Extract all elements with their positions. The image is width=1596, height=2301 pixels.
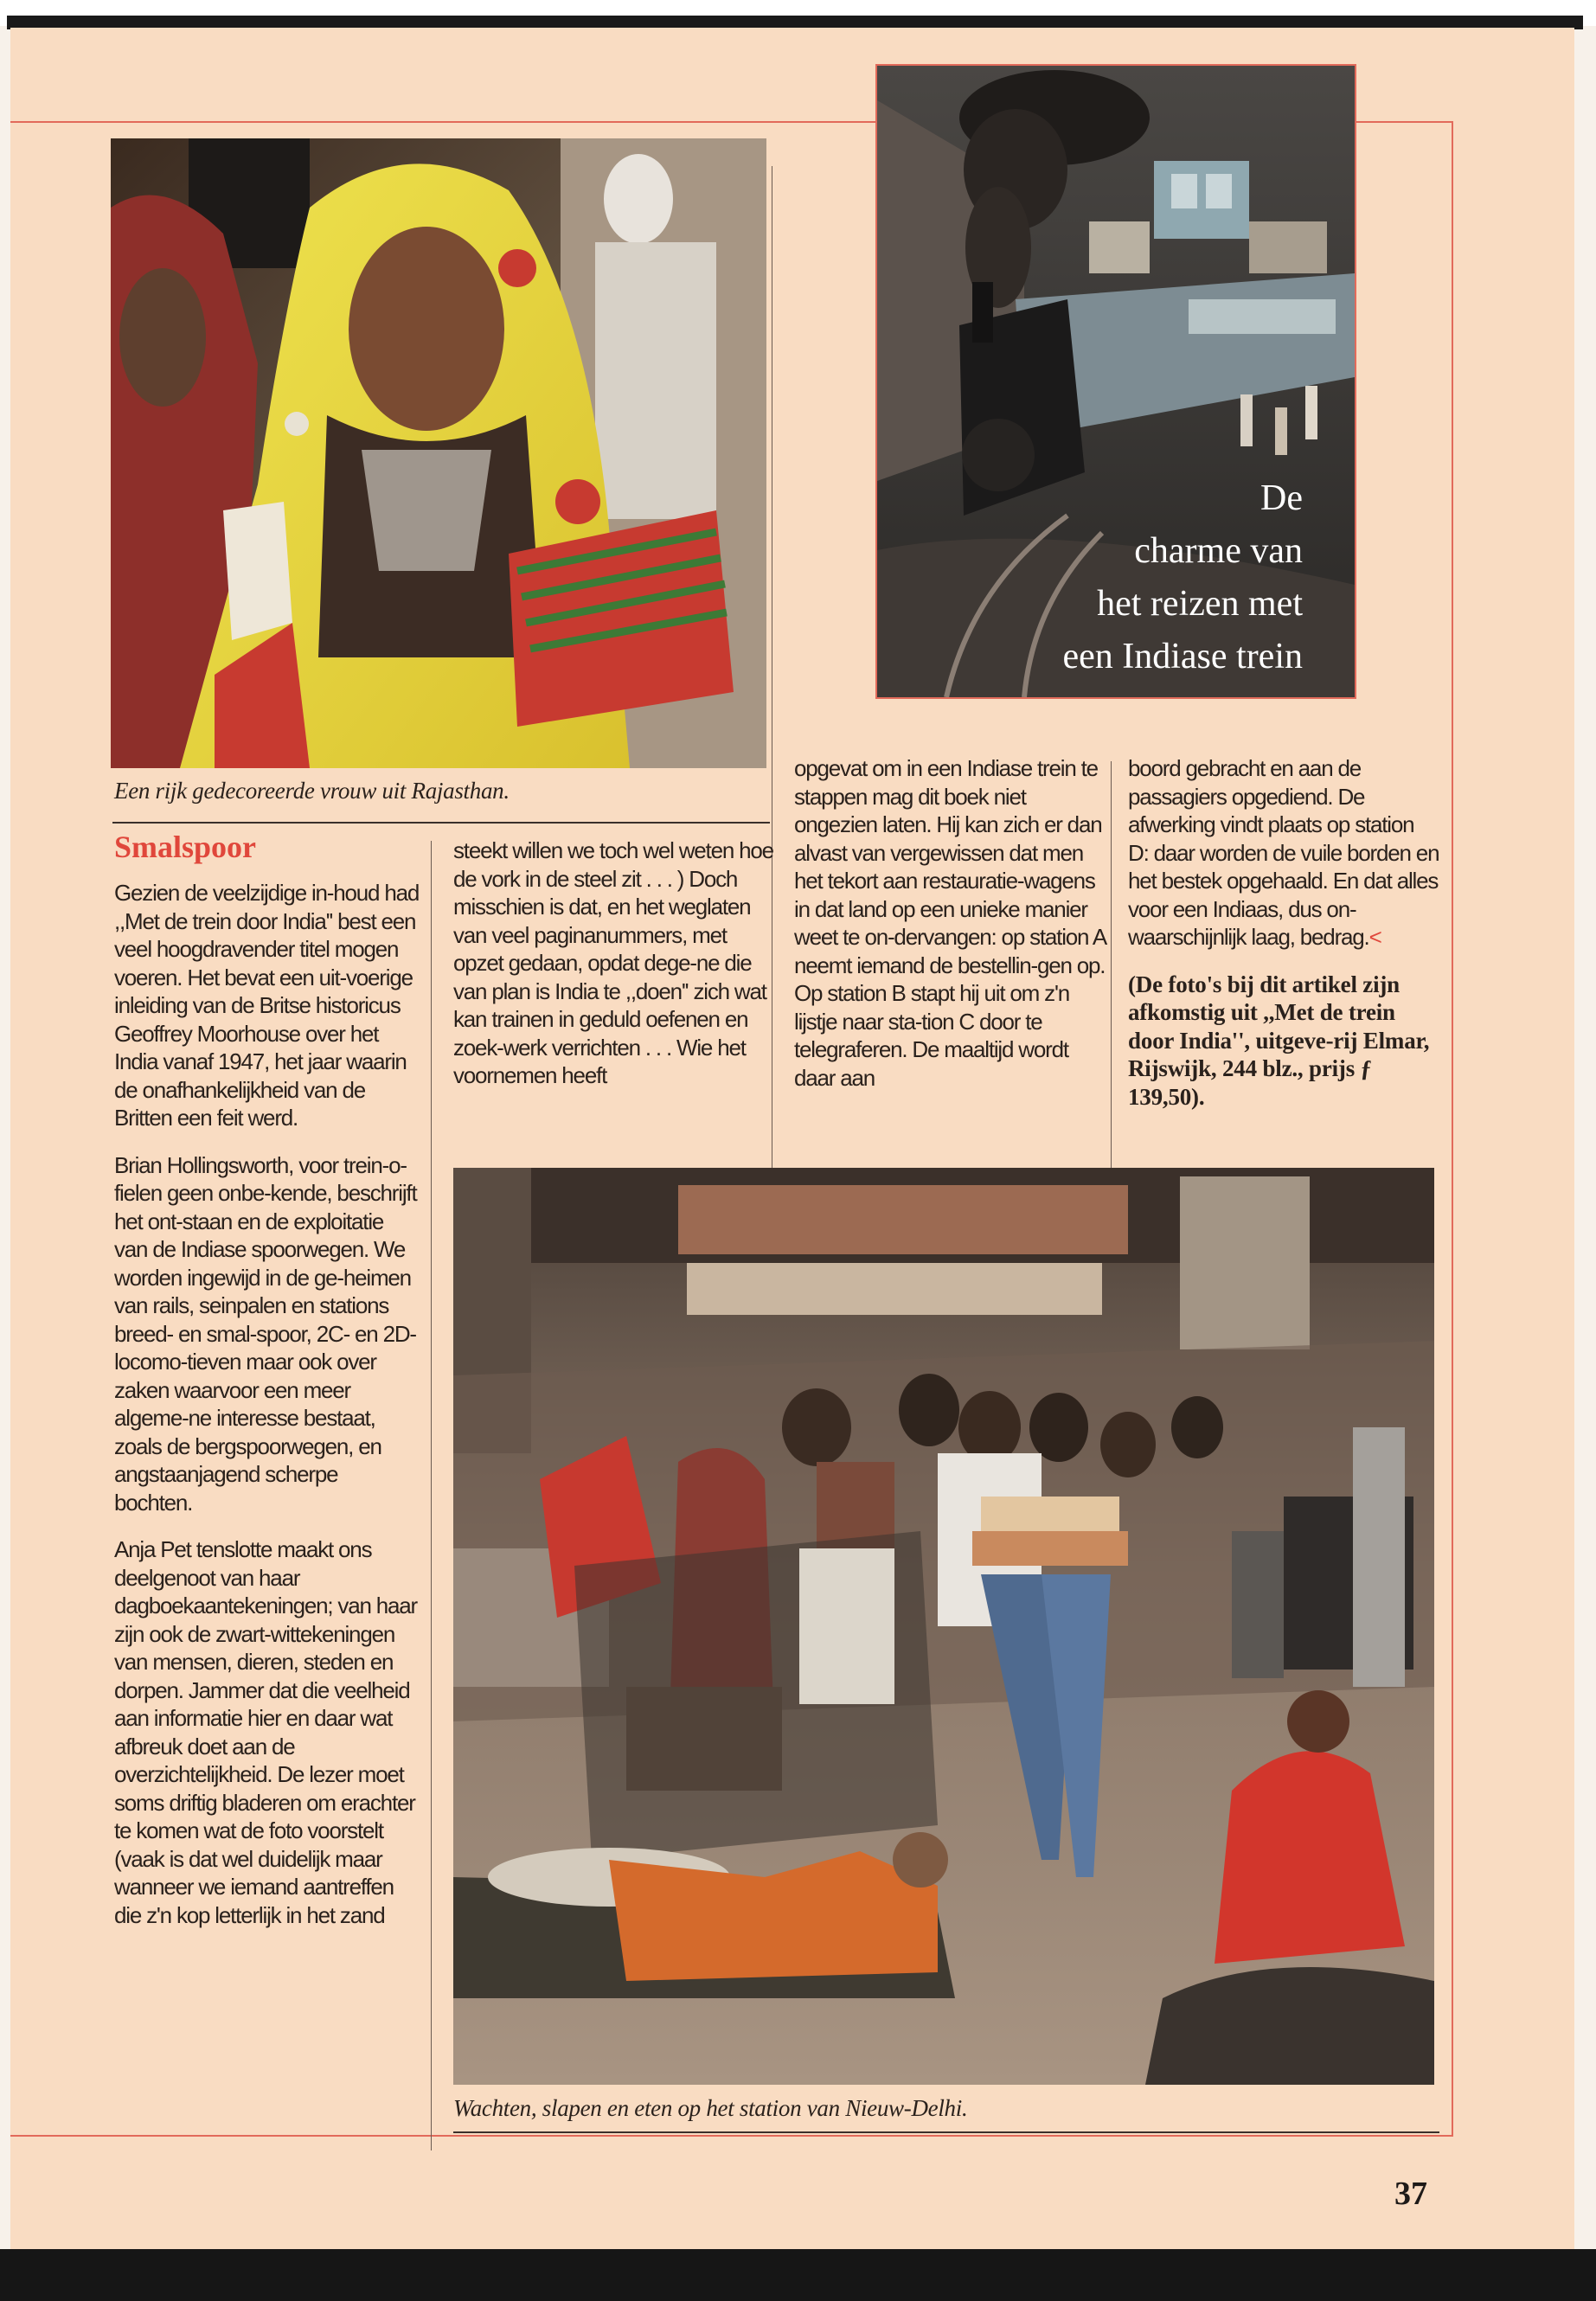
frame-rule-bottom [10, 2135, 1453, 2137]
train-title-line-1: De [1260, 478, 1303, 518]
article-column-4 [1128, 754, 1439, 1111]
caption-rule [112, 822, 770, 824]
station-caption-rule [453, 2131, 1439, 2133]
column-rule-3 [1111, 761, 1112, 1170]
train-title-line-4: een Indiase trein [1062, 637, 1303, 676]
article-column-3 [794, 754, 1107, 1092]
article-paragraph: opgevat om in een Indiase trein te stappen mag dit boek niet ongezien laten. Hij kan zich er dan alvast van vergewissen dat men het tekort aan restauratie-wagens in dat land op een unieke manier weet te on-dervangen: op station A neemt iemand de bestellin-gen op. Op station B stapt hij uit om z'n lijstje naar sta-tion C door te telegraferen. De maaltijd wordt daar aan [794, 755, 1106, 1091]
page-number: 37 [1394, 2176, 1427, 2212]
train-photo-border-left [875, 64, 877, 699]
station-photo-caption: Wachten, slapen en eten op het station van Nieuw-Delhi. [453, 2095, 968, 2121]
article-heading: Smalspoor [114, 830, 257, 864]
column-rule-1 [431, 841, 432, 2150]
train-title-line-3: het reizen met [1097, 584, 1303, 624]
woman-photo [111, 138, 766, 768]
end-mark: < [1368, 924, 1381, 950]
train-photo-border-top [875, 64, 1356, 66]
train-photo-border-bottom [875, 697, 1356, 699]
article-paragraph: steekt willen we toch wel weten hoe de vork in de steel zit . . . ) Doch misschien is dat, en het weglaten van veel paginanummers, met opzet gedaan, opdat dege-ne die van plan is India te ,,doen'' zich wat kan trainen in geduld oefenen en zoek-werk verrichten . . . Wie het voornemen heeft [453, 837, 773, 1088]
magazine-page [10, 28, 1574, 2251]
article-paragraph: Brian Hollingsworth, voor trein-o-fielen geen onbe-kende, beschrijft het ont-staan en de exploitatie van de Indiase spoorwegen. We worden ingewijd in de ge-heimen van rails, seinpalen en stations breed- en smal-spoor, 2C- en 2D-locomo-tieven maar ook over zaken waarvoor een meer algeme-ne interesse bestaat, zoals de bergspoorwegen, en angstaanjagend scherpe bochten. [114, 1151, 417, 1516]
scan-border-bottom [0, 2249, 1596, 2301]
train-title-line-2: charme van [1134, 531, 1303, 571]
frame-rule-right [1452, 121, 1453, 2137]
train-photo-title [1062, 472, 1303, 683]
woman-photo-caption: Een rijk gedecoreerde vrouw uit Rajasthan. [114, 778, 510, 804]
train-photo-border-right [1355, 64, 1356, 699]
article-column-1 [114, 879, 420, 1929]
article-paragraph: Gezien de veelzijdige in-houd had ,,Met de trein door India'' best een veel hoogdravender titel mogen voeren. Het bevat een uit-voerige inleiding van de Britse historicus Geoffrey Moorhouse over het India vanaf 1947, het jaar waarin de onafhankelijkheid van de Britten een feit werd. [114, 880, 420, 1131]
station-photo [453, 1168, 1434, 2085]
photo-credit: (De foto's bij dit artikel zijn afkomstig uit ,,Met de trein door India'', uitgeve-rij Elmar, Rijswijk, 244 blz., prijs ƒ 139,50). [1128, 971, 1430, 1110]
article-paragraph: Anja Pet tenslotte maakt ons deelgenoot van haar dagboekaantekeningen; van haar zijn ook de zwart-wittekeningen van mensen, dieren, steden en dorpen. Jammer dat die veelheid aan informatie hier en daar wat afbreuk doet aan de overzichtelijkheid. De lezer moet soms driftig bladeren om erachter te komen wat de foto voorstelt (vaak is dat wel duidelijk maar wanneer we iemand aantreffen die z'n kop letterlijk in het zand [114, 1536, 417, 1928]
article-paragraph [1128, 754, 1439, 952]
article-paragraph-text: boord gebracht en aan de passagiers opgediend. De afwerking vindt plaats op station D: daar worden de vuile borden en het bestek opgehaald. En dat alles voor een Indiaas, dus on-waarschijnlijk laag, bedrag. [1128, 755, 1439, 950]
article-column-2 [453, 836, 773, 1090]
train-photo [877, 66, 1355, 697]
